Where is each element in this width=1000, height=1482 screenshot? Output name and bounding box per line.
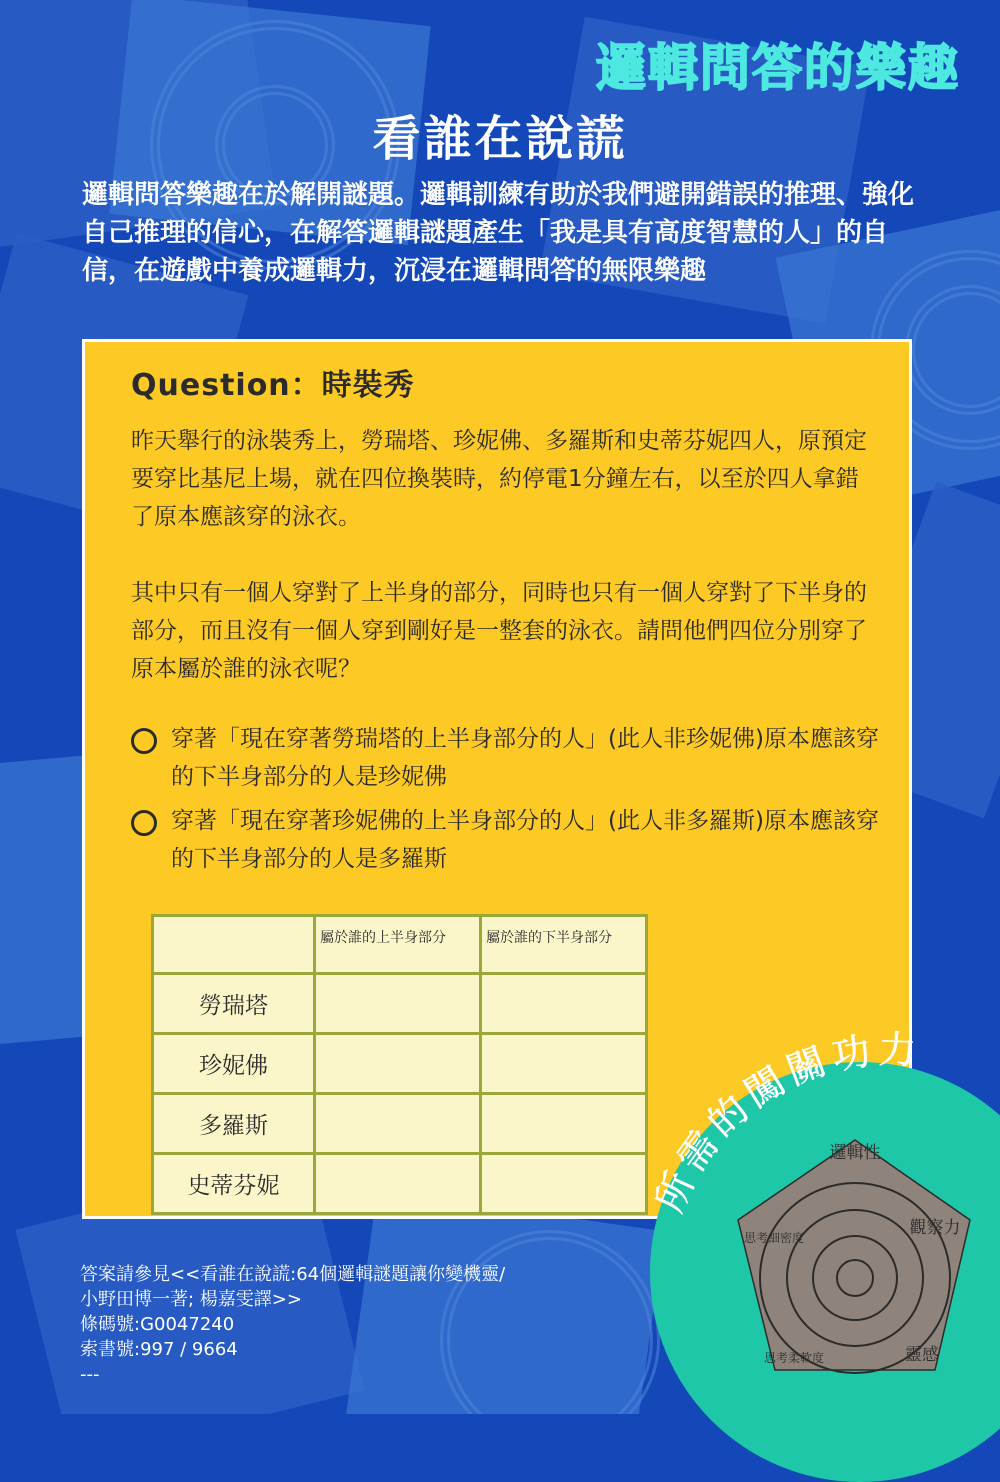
reference-line: 小野田博一著; 楊嘉雯譯>> <box>80 1289 302 1310</box>
radio-circle-icon[interactable] <box>131 810 157 836</box>
intro-text: 邏輯問答樂趣在於解開謎題。邏輯訓練有助於我們避開錯誤的推理、強化自己推理的信心，在解答邏輯謎題產生「我是具有高度智慧的人」的自信，在遊戲中養成邏輯力，沉浸在邏輯問答的無限樂趣 <box>82 180 915 286</box>
grid-answer-cell[interactable] <box>481 1154 647 1214</box>
barcode-number: 條碼號:G0047240 <box>80 1314 235 1335</box>
grid-answer-cell[interactable] <box>481 1034 647 1094</box>
question-paragraph: 昨天舉行的泳裝秀上，勞瑞塔、珍妮佛、多羅斯和史蒂芬妮四人，原預定要穿比基尼上場，就在四位換裝時，約停電1分鐘左右，以至於四人拿錯了原本應該穿的泳衣。 <box>131 428 867 530</box>
grid-answer-cell[interactable] <box>315 1154 481 1214</box>
grid-row-header: 珍妮佛 <box>153 1034 315 1094</box>
answer-options <box>131 720 891 884</box>
grid-answer-cell[interactable] <box>315 974 481 1034</box>
page-title: 看誰在說謊 <box>372 111 628 167</box>
question-body <box>131 422 881 726</box>
skill-label-logic: 邏輯性 <box>829 1143 881 1163</box>
grid-row-header: 多羅斯 <box>153 1094 315 1154</box>
reference-line: 答案請參見<<看誰在說謊:64個邏輯謎題讓你變機靈/ <box>80 1264 506 1285</box>
grid-column-header: 屬於誰的下半身部分 <box>481 916 647 974</box>
answer-option[interactable] <box>131 802 891 878</box>
answer-reference <box>80 1262 505 1387</box>
skills-heading-text: 所需的闖關功力 <box>647 1027 924 1219</box>
grid-column-header: 屬於誰的上半身部分 <box>315 916 481 974</box>
series-title: 邏輯問答的樂趣 <box>596 39 960 97</box>
skill-label-inspiration: 靈感 <box>905 1345 939 1365</box>
question-paragraph: 其中只有一個人穿對了上半身的部分，同時也只有一個人穿對了下半身的部分，而且沒有一個人穿到剛好是一整套的泳衣。請問他們四位分別穿了原本屬於誰的泳衣呢？ <box>131 580 867 682</box>
skill-label-flexibility: 思考柔軟度 <box>763 1351 825 1365</box>
radar-pentagon <box>738 1140 970 1370</box>
grid-answer-cell[interactable] <box>481 1094 647 1154</box>
grid-answer-cell[interactable] <box>481 974 647 1034</box>
question-title: Question：時裝秀 <box>131 368 415 403</box>
answer-option[interactable] <box>131 720 891 796</box>
grid-row-header: 史蒂芬妮 <box>153 1154 315 1214</box>
grid-row-header: 勞瑞塔 <box>153 974 315 1034</box>
skill-label-observation: 觀察力 <box>909 1218 961 1238</box>
footer-divider: --- <box>80 1364 100 1385</box>
answer-grid <box>151 914 648 1215</box>
skills-radar <box>730 1130 980 1390</box>
call-number: 索書號:997 / 9664 <box>80 1339 238 1360</box>
radio-circle-icon[interactable] <box>131 728 157 754</box>
answer-option-text: 穿著「現在穿著勞瑞塔的上半身部分的人」(此人非珍妮佛)原本應該穿的下半身部分的人是珍妮佛 <box>171 726 879 790</box>
grid-answer-cell[interactable] <box>315 1034 481 1094</box>
skill-label-precision: 思考細密度 <box>743 1231 805 1245</box>
grid-answer-cell[interactable] <box>315 1094 481 1154</box>
grid-corner-cell <box>153 916 315 974</box>
answer-option-text: 穿著「現在穿著珍妮佛的上半身部分的人」(此人非多羅斯)原本應該穿的下半身部分的人是多羅斯 <box>171 808 879 872</box>
